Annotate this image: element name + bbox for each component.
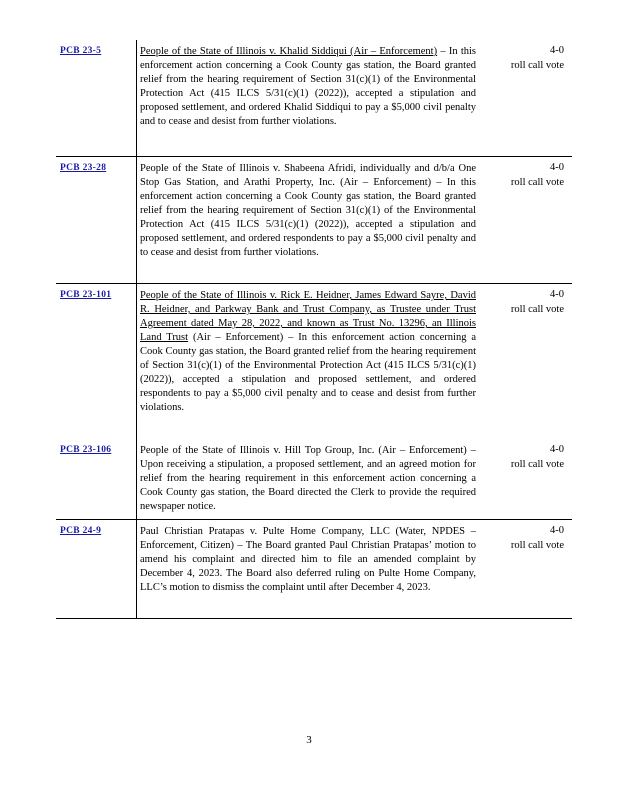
case-number-link[interactable]: PCB 23-106 [60,445,112,455]
case-description [140,439,476,524]
table-row [56,284,572,439]
case-title: People of the State of Illinois v. Khalid Siddiqui (Air – Enforcement) [140,46,438,57]
vote-result [484,44,564,73]
column-divider [136,40,137,156]
table-row [56,157,572,284]
column-divider [136,284,137,439]
vote-result [484,288,564,317]
case-number-link[interactable]: PCB 23-28 [60,163,107,173]
case-body: (Air – Enforcement) – In this enforcement action concerning a Cook County gas station, the Board granted relief from the hearing requirement of Section 31(c)(1) of the Environmental Protection Act (415 ILCS 5/31(c)(1) (2022)), accepted a stipulation and proposed settlement, and ordered respondents to pay a $5,000 civil penalty and to cease and desist from further violations. [140,332,477,413]
case-number-link[interactable]: PCB 23-5 [60,46,102,56]
vote-count: 4-0 [550,289,564,300]
case-body: Paul Christian Pratapas v. Pulte Home Company, LLC (Water, NPDES – Enforcement, Citizen) – The Board granted Paul Christian Pratapas’ motion to amend his complaint and directed him to file an amended complaint by December 4, 2023. The Board also deferred ruling on Pulte Home Company, LLC’s motion to dismiss the complaint until after December 4, 2023. [140,526,476,593]
case-description [140,157,476,270]
column-divider [136,520,137,618]
case-body: People of the State of Illinois v. Shabeena Afridi, individually and d/b/a One Stop Gas Station, and Arathi Property, Inc. (Air – Enforcement) – In this enforcement action concerning a Cook County gas station, the Board granted relief from the hearing requirement of Section 31(c)(1) of the Environmental Protection Act (415 ILCS 5/31(c)(1) (2022)), accepted a stipulation and proposed settlement, and ordered respondents to pay a $5,000 civil penalty and to cease and desist from further violations. [140,163,476,258]
case-body: People of the State of Illinois v. Hill Top Group, Inc. (Air – Enforcement) – Upon receiving a stipulation, a proposed settlement, and an agreed motion for relief from the hearing requirement in this enforcement action concerning a Cook County gas station, the Board directed the Clerk to provide the required newspaper notice. [140,445,476,512]
vote-result [484,161,564,190]
column-divider [136,439,137,519]
case-description [140,520,476,605]
case-description [140,284,476,425]
vote-type: roll call vote [510,59,564,71]
vote-count: 4-0 [550,162,564,173]
table-row [56,439,572,520]
vote-type: roll call vote [510,176,564,188]
case-description [140,40,476,139]
table-row [56,520,572,619]
board-actions-table [56,40,572,619]
case-number-link[interactable]: PCB 24-9 [60,526,102,536]
case-body: – In this enforcement action concerning a Cook County gas station, the Board granted relief from the hearing requirement of Section 31(c)(1) of the Environmental Protection Act (415 ILCS 5/31(c)(1) (2022)), accepted a stipulation and proposed settlement, and ordered Khalid Siddiqui to pay a $5,000 civil penalty and to cease and desist from further violations. [140,46,477,127]
vote-result [484,524,564,553]
column-divider [136,157,137,283]
vote-count: 4-0 [550,45,564,56]
page-number: 3 [306,734,312,746]
case-number-link[interactable]: PCB 23-101 [60,290,112,300]
vote-count: 4-0 [550,444,564,455]
vote-type: roll call vote [510,458,564,470]
table-row [56,40,572,157]
case-title: People of the State of Illinois v. Rick E. Heidner, James Edward Sayre, David R. Heidner, and Parkway Bank and Trust Company, as Trustee under Trust Agreement dated May 28, 2022, and known as Trust No. 13296, an Illinois Land Trust [140,290,476,343]
vote-type: roll call vote [510,539,564,551]
vote-count: 4-0 [550,525,564,536]
vote-result [484,443,564,472]
vote-type: roll call vote [510,303,564,315]
